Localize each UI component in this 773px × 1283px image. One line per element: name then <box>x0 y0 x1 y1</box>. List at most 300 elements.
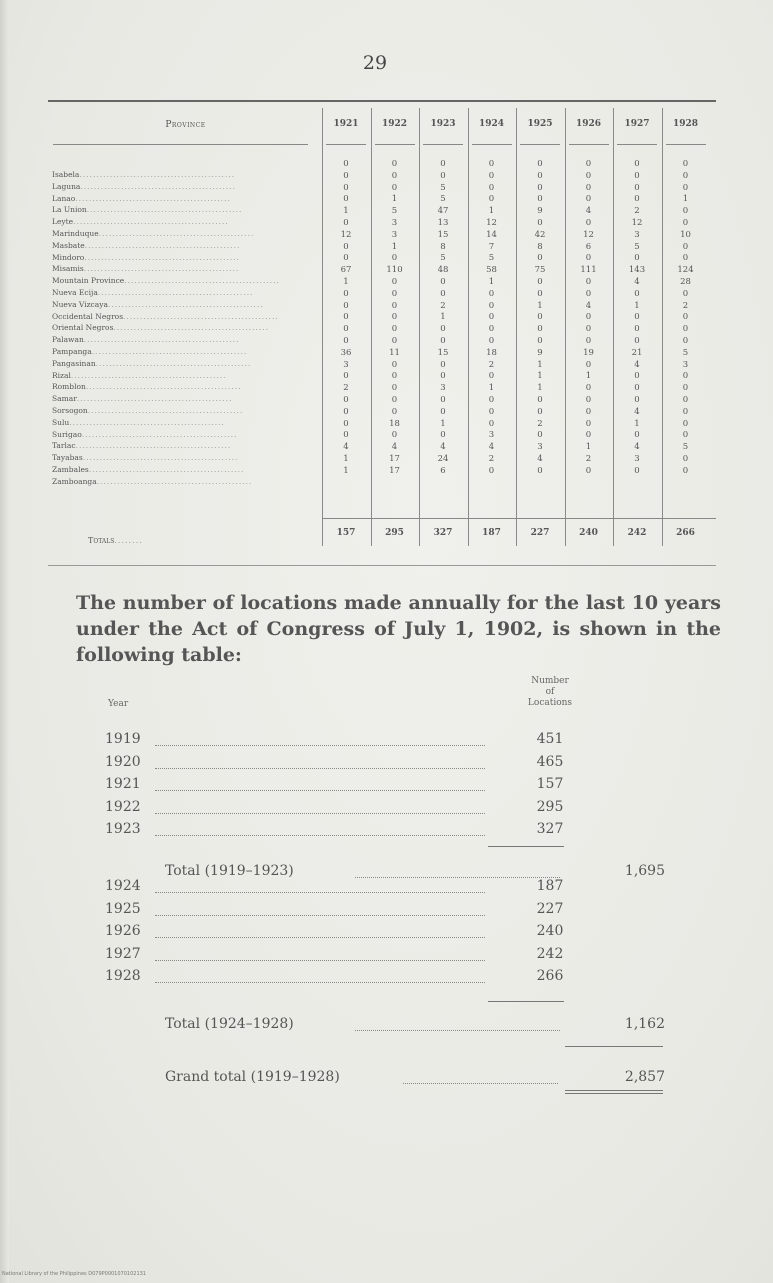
table-cell: 5 <box>488 253 495 264</box>
province-name: Mountain Province <box>52 276 125 286</box>
province-row: Palawan.............................................. <box>52 335 240 345</box>
table-cell: 0 <box>682 241 689 252</box>
table-cell: 12 <box>631 217 643 228</box>
total-cell-1921: 157 <box>336 528 356 538</box>
table-cell: 0 <box>440 170 446 181</box>
table-cell: 5 <box>682 442 689 453</box>
table-cell: 0 <box>682 406 689 417</box>
table-cell: 8 <box>537 241 543 252</box>
table-cell: 0 <box>391 288 398 299</box>
province-name: Masbate <box>52 240 85 250</box>
year-header-1924: 1924 <box>478 119 505 129</box>
province-row: Zambales.............................................. <box>52 464 245 474</box>
location-year: 1928 <box>105 968 141 984</box>
table-cell: 2 <box>682 300 689 311</box>
province-name: Palawan <box>52 335 84 345</box>
table-cell: 47 <box>437 206 449 217</box>
table-cell: 0 <box>634 383 640 394</box>
location-count: 266 <box>536 968 564 984</box>
location-year: 1919 <box>105 731 141 747</box>
table-cell: 0 <box>682 430 689 441</box>
table-cell: 1 <box>585 371 592 382</box>
table-cell: 0 <box>343 159 349 169</box>
province-name: Nueva Vizcaya <box>52 299 108 309</box>
table-cell: 0 <box>391 359 398 370</box>
table-cell: 0 <box>634 288 640 299</box>
table-cell: 12 <box>340 229 352 240</box>
table-cell: 0 <box>343 217 349 228</box>
location-year: 1925 <box>105 900 141 917</box>
table-cell: 0 <box>537 324 543 335</box>
table-cell: 1 <box>391 194 398 205</box>
province-name: Misamis <box>52 264 84 274</box>
table-cell: 1 <box>634 300 640 311</box>
table-cell: 5 <box>440 194 446 205</box>
table-cell: 17 <box>389 465 400 476</box>
table-cell: 0 <box>634 194 640 205</box>
table-cell: 0 <box>585 312 592 323</box>
table-cell: 0 <box>682 182 689 193</box>
grand-total-label: Grand total (1919–1928) <box>165 1069 340 1085</box>
table-cell: 3 <box>634 229 640 240</box>
table-cell: 0 <box>585 253 592 264</box>
table-cell: 58 <box>486 265 497 276</box>
province-row: Misamis.............................................. <box>52 264 240 274</box>
table-cell: 0 <box>391 170 398 181</box>
table-cell: 0 <box>537 170 543 181</box>
table-cell: 0 <box>537 194 543 205</box>
table-cell: 0 <box>343 300 349 311</box>
table-cell: 0 <box>634 371 640 382</box>
table-cell: 15 <box>437 229 449 240</box>
province-name: Tayabas <box>52 453 83 463</box>
province-name: Tarlac <box>52 441 76 451</box>
total-1924-1928-value: 1,162 <box>624 1016 665 1032</box>
province-row: Nueva Vizcaya.............................................. <box>52 299 264 309</box>
province-row: Isabela.............................................. <box>52 170 236 179</box>
year-header-1928: 1928 <box>672 119 699 129</box>
province-row: Masbate.............................................. <box>52 240 241 250</box>
table-cell: 0 <box>634 394 640 405</box>
province-row: Surigao.............................................. <box>52 429 238 439</box>
province-name: Samar <box>52 394 77 404</box>
table-cell: 5 <box>440 253 446 264</box>
table-cell: 1 <box>343 465 349 476</box>
year-header-1927: 1927 <box>624 119 650 129</box>
table-cell: 4 <box>585 206 592 217</box>
table-cell: 15 <box>437 347 449 358</box>
table-cell: 4 <box>634 359 640 370</box>
year-header-1926: 1926 <box>575 119 602 129</box>
table-cell: 1 <box>488 383 495 394</box>
table-cell: 5 <box>440 182 446 193</box>
table-cell: 1 <box>537 359 543 370</box>
province-name: Isabela <box>52 170 80 179</box>
province-name: Pampanga <box>52 346 92 356</box>
province-row: Occidental Negros.............................................. <box>52 311 279 321</box>
province-row: Sulu.............................................. <box>52 417 225 427</box>
table-top-rule <box>48 100 716 102</box>
table-cell: 0 <box>585 217 592 228</box>
column-divider <box>371 108 372 546</box>
table-cell: 0 <box>440 276 446 287</box>
province-name: Zamboanga <box>52 476 97 486</box>
year-column-1921 <box>328 159 364 478</box>
table-cell: 0 <box>488 194 495 205</box>
table-cell: 0 <box>682 371 689 382</box>
table-cell: 0 <box>488 159 495 169</box>
location-count: 187 <box>536 878 564 894</box>
table-cell: 3 <box>537 442 543 453</box>
table-cell: 0 <box>488 300 495 311</box>
province-row: Mountain Province.............................................. <box>52 276 280 286</box>
table-cell: 0 <box>343 406 349 417</box>
page-number: 29 <box>362 52 388 74</box>
table-cell: 0 <box>343 194 349 205</box>
location-year: 1926 <box>105 923 141 939</box>
table-cell: 0 <box>343 430 349 441</box>
province-name: Nueva Ecija <box>52 287 98 297</box>
table-cell: 0 <box>343 371 349 382</box>
province-row: Pangasinan.............................................. <box>52 358 252 368</box>
province-name: Lanao <box>52 193 76 203</box>
table-cell: 2 <box>537 418 543 429</box>
table-cell: 0 <box>391 430 398 441</box>
table-cell: 0 <box>537 253 543 264</box>
table-cell: 0 <box>537 394 543 405</box>
column-divider <box>613 108 614 546</box>
table-cell: 18 <box>486 347 497 358</box>
table-cell: 5 <box>391 206 398 217</box>
grand-total-rule-2 <box>565 1093 663 1094</box>
column-divider <box>516 108 517 546</box>
table-cell: 4 <box>634 406 640 417</box>
table-cell: 0 <box>343 335 349 346</box>
table-cell: 1 <box>488 206 495 217</box>
province-name: Oriental Negros <box>52 323 114 333</box>
year-header-underline <box>569 144 609 145</box>
table-cell: 0 <box>682 288 689 299</box>
intro-paragraph: The number of locations made annually for the last 10 years under the Act of Congress of July 1, 1902, is shown in the following table: <box>76 592 721 666</box>
table-cell: 3 <box>488 430 495 441</box>
location-year: 1927 <box>105 945 141 962</box>
location-year: 1922 <box>105 798 141 815</box>
table-cell: 2 <box>488 453 495 464</box>
table-cell: 0 <box>537 276 543 287</box>
province-name: La Union <box>52 205 87 215</box>
totals-rule <box>322 518 716 519</box>
year-header-1923: 1923 <box>430 119 456 129</box>
table-cell: 4 <box>585 300 592 311</box>
table-cell: 0 <box>585 182 592 193</box>
column-divider <box>565 108 566 546</box>
table-cell: 124 <box>677 265 694 276</box>
table-cell: 3 <box>682 359 689 370</box>
total-1919-1923-value: 1,695 <box>624 863 665 879</box>
table-cell: 0 <box>634 465 640 476</box>
province-row: Mindoro.............................................. <box>52 252 240 262</box>
table-cell: 111 <box>580 265 597 276</box>
province-name: Zambales <box>52 464 89 474</box>
table-cell: 75 <box>534 265 546 276</box>
table-cell: 0 <box>391 276 398 287</box>
table-cell: 0 <box>391 371 398 382</box>
table-cell: 0 <box>391 383 398 394</box>
table-cell: 0 <box>440 406 446 417</box>
table-cell: 0 <box>343 418 349 429</box>
province-names <box>52 169 327 488</box>
province-name: Occidental Negros <box>52 311 124 321</box>
total-rule <box>565 1046 663 1047</box>
total-cell-1925: 227 <box>530 528 550 538</box>
year-header-underline <box>326 144 366 145</box>
table-cell: 0 <box>488 394 495 405</box>
table-cell: 14 <box>486 229 497 240</box>
table-cell: 7 <box>488 241 495 252</box>
location-count: 157 <box>536 776 564 792</box>
table-cell: 0 <box>682 335 689 346</box>
table-cell: 0 <box>537 430 543 441</box>
table-cell: 5 <box>682 347 689 358</box>
table-cell: 0 <box>391 300 398 311</box>
table-cell: 0 <box>682 394 689 405</box>
province-column-header: Province <box>165 120 206 130</box>
table-cell: 0 <box>585 194 592 205</box>
table-cell: 0 <box>343 170 349 181</box>
table-cell: 4 <box>634 276 640 287</box>
table-cell: 0 <box>343 241 349 252</box>
location-count: 242 <box>536 945 564 962</box>
table-cell: 0 <box>440 359 446 370</box>
table-cell: 1 <box>391 241 398 252</box>
table-cell: 1 <box>488 276 495 287</box>
table-cell: 0 <box>343 253 349 264</box>
year-column-1928 <box>668 159 704 478</box>
table-cell: 0 <box>682 383 689 394</box>
year-column-header: Year <box>108 699 129 709</box>
table-cell: 0 <box>391 335 398 346</box>
table-cell: 0 <box>440 324 446 335</box>
column-divider <box>662 108 663 546</box>
table-cell: 0 <box>391 253 398 264</box>
table-cell: 0 <box>634 312 640 323</box>
location-year: 1921 <box>105 776 141 792</box>
province-name: Surigao <box>52 429 82 439</box>
column-divider <box>322 108 323 546</box>
table-cell: 1 <box>585 442 592 453</box>
location-count: 240 <box>536 923 564 939</box>
table-cell: 42 <box>534 229 546 240</box>
table-cell: 0 <box>682 159 689 169</box>
table-cell: 0 <box>585 288 592 299</box>
table-cell: 0 <box>440 371 446 382</box>
table-cell: 0 <box>634 253 640 264</box>
table-cell: 0 <box>440 288 446 299</box>
table-cell: 0 <box>488 324 495 335</box>
province-name: Sorsogon <box>52 405 88 415</box>
table-cell: 0 <box>585 324 592 335</box>
table-cell: 0 <box>391 182 398 193</box>
table-cell: 0 <box>537 406 543 417</box>
table-cell: 0 <box>585 418 592 429</box>
year-header-underline <box>472 144 512 145</box>
total-1924-1928-label: Total (1924–1928) <box>165 1016 294 1032</box>
table-cell: 0 <box>343 182 349 193</box>
table-cell: 0 <box>537 312 543 323</box>
column-divider <box>468 108 469 546</box>
table-cell: 3 <box>634 453 640 464</box>
grand-total-rule-1 <box>565 1090 663 1091</box>
table-cell: 6 <box>585 241 592 252</box>
subtotal-rule-2 <box>488 1001 564 1002</box>
location-year: 1923 <box>105 821 141 837</box>
table-cell: 1 <box>343 206 349 217</box>
table-cell: 67 <box>340 265 352 276</box>
table-cell: 0 <box>682 453 689 464</box>
table-cell: 0 <box>391 312 398 323</box>
year-column-1925 <box>522 159 558 478</box>
table-cell: 28 <box>680 276 691 287</box>
table-cell: 0 <box>488 312 495 323</box>
table-cell: 1 <box>682 194 689 205</box>
location-year: 1920 <box>105 753 141 770</box>
table-cell: 8 <box>440 241 446 252</box>
table-cell: 0 <box>682 170 689 181</box>
province-row: Leyte.............................................. <box>52 217 229 227</box>
location-count: 465 <box>536 753 564 770</box>
table-cell: 9 <box>537 206 543 217</box>
total-cell-1927: 242 <box>627 528 647 538</box>
table-cell: 4 <box>440 442 446 453</box>
year-column-1923 <box>425 159 461 478</box>
total-cell-1923: 327 <box>433 528 453 538</box>
table-cell: 0 <box>537 217 543 228</box>
table-cell: 0 <box>343 288 349 299</box>
table-cell: 4 <box>488 442 495 453</box>
table-bottom-rule <box>48 565 716 566</box>
table-cell: 0 <box>682 418 689 429</box>
table-cell: 0 <box>537 465 543 476</box>
year-column-1922 <box>377 159 413 478</box>
total-cell-1924: 187 <box>482 528 501 538</box>
table-cell: 11 <box>389 347 400 358</box>
table-cell: 0 <box>440 430 446 441</box>
table-cell: 3 <box>391 217 398 228</box>
table-cell: 5 <box>634 241 640 252</box>
table-cell: 0 <box>585 383 592 394</box>
table-cell: 0 <box>440 394 446 405</box>
table-cell: 12 <box>486 217 497 228</box>
year-header-1922: 1922 <box>381 119 408 129</box>
table-cell: 1 <box>343 276 349 287</box>
table-cell: 0 <box>537 159 543 169</box>
table-cell: 0 <box>585 406 592 417</box>
table-cell: 2 <box>343 383 349 394</box>
year-column-1924 <box>474 159 510 478</box>
year-header-1921: 1921 <box>333 119 359 129</box>
page-edge <box>0 0 9 1283</box>
location-count: 327 <box>536 821 564 837</box>
province-row: Rizal.............................................. <box>52 370 227 380</box>
table-cell: 1 <box>634 418 640 429</box>
table-cell: 1 <box>440 312 446 323</box>
table-cell: 0 <box>585 394 592 405</box>
table-cell: 1 <box>537 383 543 394</box>
province-row: Zamboanga.............................................. <box>52 476 253 486</box>
province-name: Pangasinan <box>52 358 96 368</box>
province-row: Marinduque.............................................. <box>52 228 255 238</box>
province-row: Romblon.............................................. <box>52 382 242 392</box>
year-header-1925: 1925 <box>527 119 553 129</box>
table-cell: 0 <box>537 288 543 299</box>
province-row: Nueva Ecija.............................................. <box>52 287 254 297</box>
year-header-underline <box>617 144 657 145</box>
province-row: Oriental Negros.............................................. <box>52 323 270 333</box>
table-cell: 4 <box>343 442 349 453</box>
table-cell: 4 <box>537 453 543 464</box>
table-cell: 0 <box>634 430 640 441</box>
table-cell: 0 <box>488 288 495 299</box>
year-header-underline <box>666 144 706 145</box>
table-cell: 0 <box>634 159 640 169</box>
grand-total-value: 2,857 <box>624 1069 665 1085</box>
table-cell: 0 <box>343 394 349 405</box>
total-1919-1923-label: Total (1919–1923) <box>165 863 294 879</box>
table-cell: 18 <box>389 418 400 429</box>
table-cell: 0 <box>440 335 446 346</box>
table-cell: 0 <box>585 170 592 181</box>
province-row: Lanao.............................................. <box>52 193 231 203</box>
year-header-underline <box>520 144 560 145</box>
table-cell: 0 <box>682 312 689 323</box>
table-cell: 17 <box>389 453 400 464</box>
table-cell: 143 <box>628 265 646 276</box>
table-cell: 0 <box>391 159 398 169</box>
totals-label: Totals........ <box>88 536 143 545</box>
table-cell: 3 <box>343 359 349 370</box>
province-row: Samar.............................................. <box>52 394 233 404</box>
table-cell: 10 <box>680 229 691 240</box>
province-name: Leyte <box>52 217 74 227</box>
table-cell: 2 <box>634 206 640 217</box>
province-row: Tayabas.............................................. <box>52 453 239 463</box>
province-name: Romblon <box>52 382 86 392</box>
province-name: Rizal <box>52 370 71 380</box>
table-cell: 0 <box>343 312 349 323</box>
province-name: Mindoro <box>52 252 85 262</box>
table-cell: 2 <box>488 359 495 370</box>
table-cell: 0 <box>391 324 398 335</box>
province-name: Sulu <box>52 417 70 427</box>
table-cell: 0 <box>585 430 592 441</box>
table-cell: 0 <box>537 182 543 193</box>
province-row: Laguna.............................................. <box>52 181 237 191</box>
province-row: Pampanga.............................................. <box>52 346 248 356</box>
table-cell: 0 <box>488 182 495 193</box>
location-year: 1924 <box>105 878 141 894</box>
total-cell-1922: 295 <box>385 528 404 538</box>
subtotal-rule-1 <box>488 846 564 847</box>
number-of-locations-header: Number of Locations <box>527 676 573 708</box>
table-cell: 3 <box>391 229 398 240</box>
footer-source: National Library of the Philippines D079P0001070102131 <box>2 1271 146 1277</box>
table-cell: 12 <box>583 229 594 240</box>
table-cell: 0 <box>682 217 689 228</box>
table-cell: 36 <box>340 347 352 358</box>
table-cell: 4 <box>391 442 398 453</box>
table-cell: 9 <box>537 347 543 358</box>
table-cell: 0 <box>488 335 495 346</box>
